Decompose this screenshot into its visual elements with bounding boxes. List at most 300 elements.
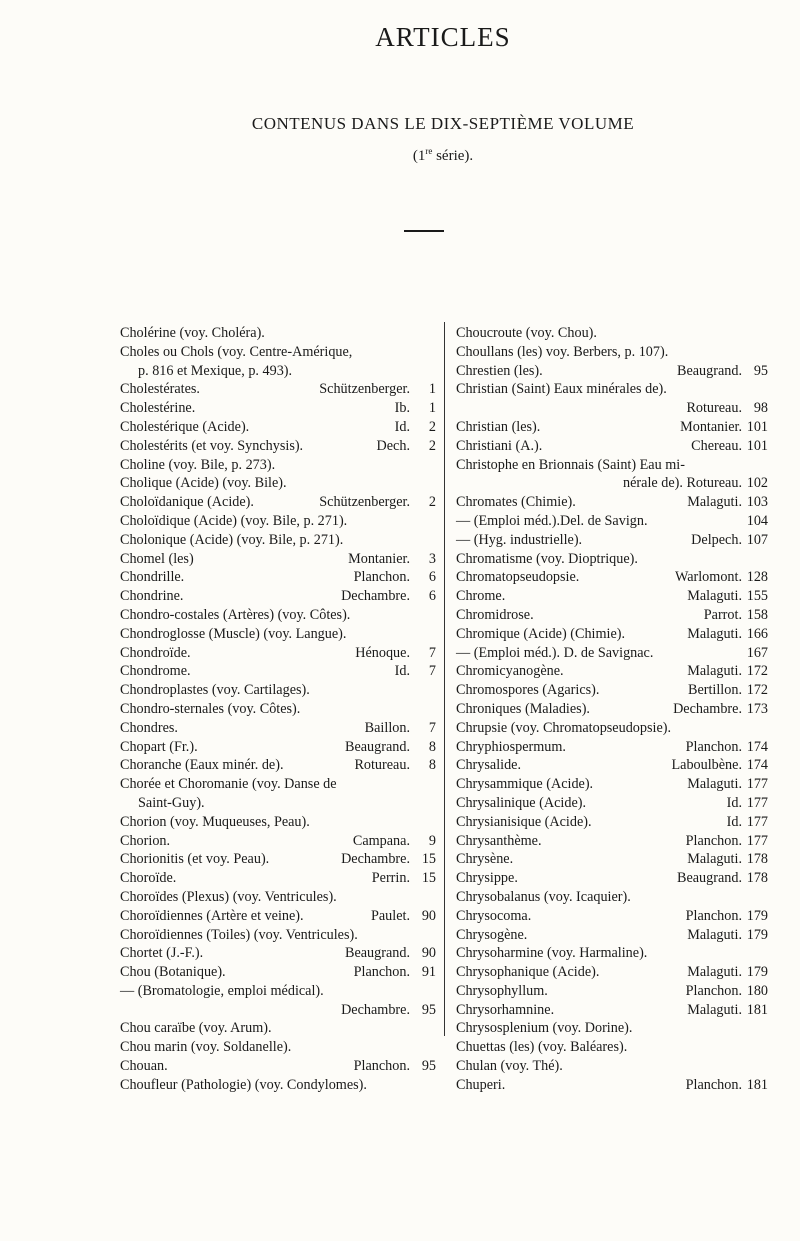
entry-page [410, 982, 436, 1001]
entry-page [410, 343, 436, 362]
entry-title: Chromicyanogène. [456, 663, 564, 680]
entry-title: Chroniques (Maladies). [456, 700, 590, 717]
index-entry [456, 456, 768, 475]
entry-page [742, 719, 768, 738]
entry-title: Chondroplastes (voy. Cartilages). [120, 682, 310, 699]
index-entry [120, 1019, 436, 1038]
entry-page: 98 [753, 400, 768, 417]
entry-page: 128 [746, 569, 768, 586]
entry-author: Planchon. [353, 964, 410, 981]
entry-author: Dechambre. [341, 1001, 410, 1018]
entry-author: Beaugrand. [676, 870, 742, 887]
entry-author: Rotureau. [686, 400, 742, 417]
entry-title: — (Bromatologie, emploi médical). [120, 982, 324, 999]
entry-page [410, 888, 436, 907]
index-entry [456, 437, 768, 456]
index-entry [120, 1076, 436, 1095]
index-entry [456, 738, 768, 757]
entry-page: 15 [421, 851, 436, 868]
entry-page: 181 [746, 1001, 768, 1018]
index-entry [456, 324, 768, 343]
entry-author: Schützenberger. [319, 381, 410, 398]
entry-title: Chrysoharmine (voy. Harmaline). [456, 945, 648, 962]
index-entry [120, 418, 436, 437]
index-entry [120, 850, 436, 869]
index-entry [456, 719, 768, 738]
entry-author: Malaguti. [687, 494, 742, 511]
entry-author: Malaguti. [687, 1001, 742, 1018]
index-column-right [456, 324, 768, 1095]
entry-title: Chondrille. [120, 569, 185, 586]
entry-title: Choranche (Eaux minér. de). [120, 757, 284, 774]
entry-page: 166 [746, 625, 768, 642]
index-entry [456, 399, 768, 418]
entry-page: 174 [746, 757, 768, 774]
entry-title: Chou caraïbe (voy. Arum). [120, 1020, 272, 1037]
index-entry [456, 380, 768, 399]
index-entry [120, 1001, 436, 1020]
entry-title: Chouan. [120, 1058, 168, 1075]
entry-page: 181 [746, 1076, 768, 1093]
entry-title: Chromidrose. [456, 606, 534, 623]
entry-page: 15 [421, 870, 436, 887]
entry-page [742, 1038, 768, 1057]
index-entry [120, 343, 436, 362]
entry-page: 104 [746, 512, 768, 529]
entry-page: 179 [746, 926, 768, 943]
entry-page: 167 [746, 644, 768, 661]
entry-author: Schützenberger. [319, 494, 410, 511]
entry-title: Chrysogène. [456, 926, 528, 943]
entry-author: Montanier. [680, 418, 742, 435]
entry-title: Choucroute (voy. Chou). [456, 325, 597, 341]
entry-title: — (Emploi méd.).Del. de Savign. [456, 512, 648, 529]
entry-title: Christian (Saint) Eaux minérales de). [456, 381, 667, 398]
entry-page: 95 [421, 1058, 436, 1075]
entry-page: 90 [421, 945, 436, 962]
entry-page: 2 [428, 494, 436, 511]
entry-author: Id. [726, 794, 742, 811]
entry-title: Cholérine (voy. Choléra). [120, 325, 265, 341]
index-entry [120, 399, 436, 418]
entry-author: Beaugrand. [344, 945, 410, 962]
index-entry [456, 907, 768, 926]
entry-page [410, 456, 436, 475]
entry-author: Warlomont. [674, 569, 742, 586]
index-entry [120, 437, 436, 456]
entry-author: Laboulbène. [671, 757, 742, 774]
entry-title: Chrysosplenium (voy. Dorine). [456, 1020, 633, 1037]
entry-page [410, 775, 436, 794]
entry-page: 173 [746, 700, 768, 717]
index-entry [456, 944, 768, 963]
entry-title: Christian (les). [456, 418, 541, 435]
entry-title: Chromospores (Agarics). [456, 682, 600, 699]
entry-title: Cholestérique (Acide). [120, 418, 250, 435]
index-entry [120, 982, 436, 1001]
entry-title: Cholique (Acide) (voy. Bile). [120, 475, 287, 492]
index-entry [456, 756, 768, 775]
entry-title: Chondroglosse (Muscle) (voy. Langue). [120, 625, 347, 642]
entry-author: Dech. [376, 437, 410, 454]
entry-title: Chorion. [120, 832, 171, 849]
page-subtitle: CONTENUS DANS LE DIX-SEPTIÈME VOLUME [251, 114, 635, 133]
index-entry [120, 1057, 436, 1076]
entry-author: Planchon. [685, 907, 742, 924]
index-entry [120, 963, 436, 982]
entry-page: 95 [753, 362, 768, 379]
index-entry [456, 1038, 768, 1057]
index-entry [120, 907, 436, 926]
entry-title: Chondrome. [120, 663, 191, 680]
entry-author: Planchon. [685, 832, 742, 849]
entry-title: Chrome. [456, 588, 506, 605]
entry-title: Chuperi. [456, 1076, 506, 1093]
index-entry [120, 587, 436, 606]
index-entry [456, 343, 768, 362]
index-entry [456, 963, 768, 982]
index-entry [456, 926, 768, 945]
entry-page: 174 [746, 738, 768, 755]
entry-page: 1 [428, 400, 436, 417]
entry-page: 9 [428, 832, 436, 849]
entry-title: Chorée et Choromanie (voy. Danse de [120, 776, 337, 793]
entry-title: Chrysobalanus (voy. Icaquier). [456, 888, 631, 905]
index-entry [456, 644, 768, 663]
entry-title: Chomel (les) [120, 550, 194, 567]
entry-page [410, 324, 436, 343]
entry-title: Cholestérates. [120, 381, 200, 398]
index-entry [456, 662, 768, 681]
entry-author: Hénoque. [355, 644, 410, 661]
entry-author: Dechambre. [341, 588, 410, 605]
entry-page: 101 [746, 437, 768, 454]
entry-author: Planchon. [685, 738, 742, 755]
entry-author: Montanier. [348, 550, 410, 567]
entry-page: 8 [428, 757, 436, 774]
entry-title: Chrupsie (voy. Chromatopseudopsie). [456, 719, 672, 736]
entry-author: Planchon. [353, 569, 410, 586]
entry-page: 177 [746, 832, 768, 849]
entry-author: nérale de). Rotureau. [623, 475, 742, 492]
entry-title: Chulan (voy. Thé). [456, 1058, 563, 1075]
entry-title: Chuettas (les) (voy. Baléares). [456, 1039, 628, 1056]
entry-page: 107 [746, 531, 768, 548]
entry-page [410, 794, 436, 813]
entry-author: Malaguti. [687, 663, 742, 680]
index-entry [456, 850, 768, 869]
entry-page: 95 [421, 1001, 436, 1018]
entry-author: Campana. [352, 832, 410, 849]
index-entry [120, 719, 436, 738]
entry-author: Beaugrand. [676, 362, 742, 379]
index-entry [456, 888, 768, 907]
entry-title: Chrysanthème. [456, 832, 542, 849]
entry-title: Choullans (les) voy. Berbers, p. 107). [456, 343, 669, 360]
entry-page: 90 [421, 907, 436, 924]
title-rule [404, 230, 444, 232]
entry-page: 6 [428, 569, 436, 586]
entry-title: Christophe en Brionnais (Saint) Eau mi- [456, 456, 685, 473]
entry-page: 177 [746, 813, 768, 830]
entry-page [410, 625, 436, 644]
entry-author: Dechambre. [341, 851, 410, 868]
series-rest: série). [432, 148, 474, 164]
series-sup: re [425, 146, 433, 156]
entry-page: 2 [428, 418, 436, 435]
entry-author: Rotureau. [354, 757, 410, 774]
index-entry [456, 625, 768, 644]
entry-title: p. 816 et Mexique, p. 493). [138, 362, 293, 379]
index-entry [120, 380, 436, 399]
entry-page: 103 [746, 494, 768, 511]
entry-title: Choroïdes (Plexus) (voy. Ventricules). [120, 888, 337, 905]
index-entry [456, 813, 768, 832]
entry-title: Chondro-costales (Artères) (voy. Côtes). [120, 606, 351, 623]
entry-title: Choline (voy. Bile, p. 273). [120, 456, 276, 473]
entry-title: Saint-Guy). [138, 794, 205, 811]
entry-title: Christiani (A.). [456, 437, 543, 454]
entry-page [742, 324, 768, 343]
entry-title: Chrysophyllum. [456, 982, 548, 999]
index-entry [120, 756, 436, 775]
entry-page [410, 531, 436, 550]
entry-title: Choufleur (Pathologie) (voy. Condylomes). [120, 1076, 367, 1093]
entry-page: 7 [428, 663, 436, 680]
entry-author: Malaguti. [687, 588, 742, 605]
entry-page [742, 944, 768, 963]
entry-title: Chondrine. [120, 588, 184, 605]
entry-page [410, 362, 436, 381]
entry-author: Paulet. [370, 907, 410, 924]
entry-title: Cholonique (Acide) (voy. Bile, p. 271). [120, 531, 344, 548]
index-entry [120, 362, 436, 381]
index-entry [456, 474, 768, 493]
index-entry [456, 606, 768, 625]
entry-page [410, 681, 436, 700]
index-column-left [120, 324, 436, 1095]
index-entry [120, 926, 436, 945]
entry-title: Chrysalide. [456, 757, 522, 774]
entry-page: 8 [428, 738, 436, 755]
entry-page [742, 550, 768, 569]
index-entry [120, 944, 436, 963]
series-number: 1 [417, 148, 426, 164]
index-entry [120, 662, 436, 681]
index-entry [456, 587, 768, 606]
entry-title: Chondroïde. [120, 644, 191, 661]
entry-title: Chou (Botanique). [120, 964, 226, 981]
entry-title: Chondres. [120, 719, 178, 736]
index-entry [120, 550, 436, 569]
entry-page: 101 [746, 418, 768, 435]
entry-page [742, 1019, 768, 1038]
index-entry [120, 869, 436, 888]
entry-page [742, 343, 768, 362]
index-entry [120, 738, 436, 757]
entry-author: Parrot. [703, 606, 742, 623]
entry-title: Choroïdiennes (Artère et veine). [120, 907, 304, 924]
index-entry [120, 625, 436, 644]
entry-author: Bertillon. [688, 682, 742, 699]
index-entry [120, 681, 436, 700]
entry-title: Chromatisme (voy. Dioptrique). [456, 550, 638, 567]
index-entry [120, 832, 436, 851]
entry-page [410, 1076, 436, 1095]
entry-page [410, 512, 436, 531]
entry-title: Chrysène. [456, 851, 514, 868]
page-title: ARTICLES [375, 22, 511, 52]
entry-page: 180 [746, 982, 768, 999]
entry-author: Malaguti. [687, 851, 742, 868]
index-entry [456, 700, 768, 719]
index-entry [120, 888, 436, 907]
index-entry [120, 775, 436, 794]
entry-author: Planchon. [685, 1076, 742, 1093]
index-entry [456, 493, 768, 512]
entry-author: Perrin. [371, 870, 410, 887]
index-entry [456, 869, 768, 888]
entry-author: Malaguti. [687, 964, 742, 981]
entry-author: Baillon. [364, 719, 410, 736]
index-entry [120, 606, 436, 625]
entry-page: 102 [746, 475, 768, 492]
entry-author: Dechambre. [673, 700, 742, 717]
entry-page: 3 [428, 550, 436, 567]
entry-page: 172 [746, 663, 768, 680]
entry-page: 158 [746, 606, 768, 623]
entry-page [742, 1057, 768, 1076]
index-entry [456, 794, 768, 813]
entry-page: 179 [746, 964, 768, 981]
entry-title [456, 474, 617, 493]
entry-title: Chrysammique (Acide). [456, 776, 594, 793]
entry-author: Malaguti. [687, 776, 742, 793]
entry-title: Chondro-sternales (voy. Côtes). [120, 700, 301, 717]
entry-author: Id. [726, 813, 742, 830]
index-entry [120, 456, 436, 475]
entry-page [742, 456, 768, 475]
entry-title: — (Hyg. industrielle). [456, 531, 583, 548]
entry-author: Id. [394, 418, 410, 435]
entry-title: Chorionitis (et voy. Peau). [120, 851, 270, 868]
entry-title: Chromates (Chimie). [456, 494, 576, 511]
entry-title: Chromatopseudopsie. [456, 569, 580, 586]
index-entry [120, 644, 436, 663]
entry-page [410, 813, 436, 832]
entry-title: Chrysianisique (Acide). [456, 813, 592, 830]
entry-page: 7 [428, 719, 436, 736]
entry-author: Delpech. [691, 531, 742, 548]
index-entry [456, 832, 768, 851]
index-entry [120, 324, 436, 343]
entry-author: Chereau. [691, 437, 742, 454]
index-entry [120, 813, 436, 832]
entry-title: Chrysophanique (Acide). [456, 964, 600, 981]
index-entry [456, 418, 768, 437]
entry-page: 178 [746, 851, 768, 868]
entry-title: Chopart (Fr.). [120, 738, 198, 755]
index-entry [456, 1076, 768, 1095]
column-divider [444, 322, 445, 1036]
entry-page [742, 380, 768, 399]
entry-author: Id. [394, 663, 410, 680]
entry-title: Chromique (Acide) (Chimie). [456, 625, 626, 642]
entry-author: Planchon. [685, 982, 742, 999]
entry-page [410, 474, 436, 493]
index-entry [120, 493, 436, 512]
entry-title: Chortet (J.-F.). [120, 945, 204, 962]
entry-title [456, 399, 680, 418]
index-entry [456, 531, 768, 550]
entry-title: Cholestérits (et voy. Synchysis). [120, 437, 304, 454]
entry-author: Beaugrand. [344, 738, 410, 755]
index-entry [120, 794, 436, 813]
entry-title: Cholestérine. [120, 400, 196, 417]
index-entry [456, 1019, 768, 1038]
index-entry [120, 512, 436, 531]
index-entry [456, 1001, 768, 1020]
entry-title: Chorion (voy. Muqueuses, Peau). [120, 813, 310, 830]
index-entry [456, 775, 768, 794]
entry-title: Choloïdique (Acide) (voy. Bile, p. 271). [120, 512, 348, 529]
index-entry [456, 982, 768, 1001]
entry-title: Choles ou Chols (voy. Centre-Amérique, [120, 343, 353, 360]
entry-page: 155 [746, 588, 768, 605]
entry-author: Malaguti. [687, 926, 742, 943]
entry-title: Chrysocoma. [456, 907, 532, 924]
entry-title: Chrestien (les). [456, 362, 543, 379]
entry-page [410, 606, 436, 625]
index-entry [120, 474, 436, 493]
entry-page [410, 926, 436, 945]
entry-page [410, 1019, 436, 1038]
entry-page: 177 [746, 776, 768, 793]
series-note: (1re série). [412, 146, 474, 164]
entry-page: 7 [428, 644, 436, 661]
entry-title: — (Emploi méd.). D. de Savignac. [456, 644, 654, 661]
index-entry [456, 550, 768, 569]
entry-page: 172 [746, 682, 768, 699]
entry-page: 1 [428, 381, 436, 398]
entry-author: Planchon. [353, 1058, 410, 1075]
entry-title: Choroïdiennes (Toiles) (voy. Ventricules). [120, 926, 358, 943]
entry-page: 6 [428, 588, 436, 605]
entry-page: 91 [421, 964, 436, 981]
index-entry [456, 362, 768, 381]
entry-title: Chrysalinique (Acide). [456, 794, 587, 811]
entry-title: Choloïdanique (Acide). [120, 494, 254, 511]
entry-title: Chrysippe. [456, 870, 518, 887]
entry-title: Chrysorhamnine. [456, 1001, 555, 1018]
index-entry [120, 1038, 436, 1057]
index-entry [120, 531, 436, 550]
index-entry [456, 512, 768, 531]
index-entry [456, 568, 768, 587]
entry-page [410, 700, 436, 719]
index-entry [456, 681, 768, 700]
index-entry [456, 1057, 768, 1076]
entry-author: Malaguti. [687, 625, 742, 642]
entry-page [410, 1038, 436, 1057]
index-entry [120, 568, 436, 587]
entry-author: Ib. [394, 400, 410, 417]
index-entry [120, 700, 436, 719]
entry-page [742, 888, 768, 907]
entry-page: 179 [746, 907, 768, 924]
entry-title [120, 1001, 335, 1020]
entry-page: 177 [746, 794, 768, 811]
